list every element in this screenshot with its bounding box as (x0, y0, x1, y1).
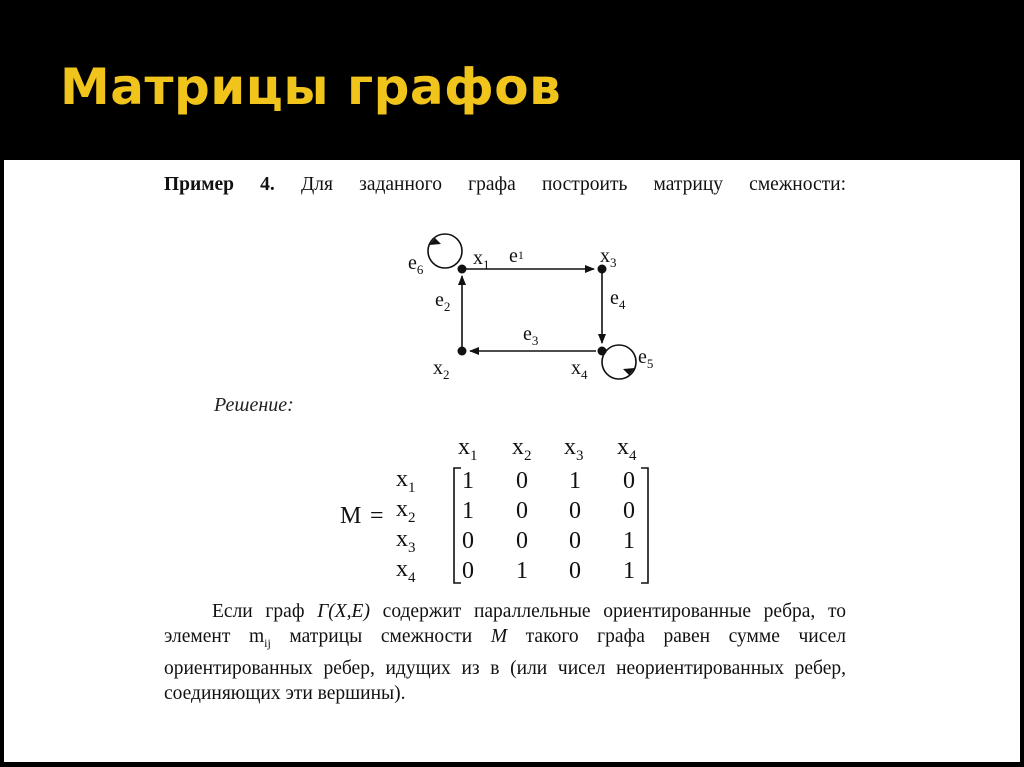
matrix-left-bracket (454, 468, 461, 583)
note-gamma: Г(X,E) (317, 601, 370, 622)
row-header-1: $x_1$ (396, 466, 416, 496)
cell-1-3: 1 (569, 468, 581, 494)
matrix-right-bracket (641, 468, 648, 583)
cell-2-1: 1 (462, 498, 474, 524)
cell-1-2: 0 (516, 468, 528, 494)
cell-2-3: 0 (569, 498, 581, 524)
note-part4: такого графа равен сумме чисел ориентированных ребер, идущих из в (или чисел неориентированных ребер, соединяющих эти вершины). (164, 626, 846, 704)
col-header-4: $x_4$ (617, 434, 637, 464)
note-part2: содержит параллельные ориентированные ребра, то элемент (164, 601, 847, 647)
cell-1-1: 1 (462, 468, 474, 494)
cell-2-2: 0 (516, 498, 528, 524)
note-paragraph (164, 599, 846, 706)
col-header-3: $x_3$ (564, 434, 584, 464)
cell-4-4: 1 (623, 558, 635, 584)
label-e3: $e_3$ (523, 323, 539, 348)
label-e1: e1 (509, 245, 524, 267)
title-bar (0, 0, 1024, 160)
col-header-1: $x_1$ (458, 434, 478, 464)
note-part1: Если граф (212, 601, 305, 622)
label-e6: $e_6$ (408, 252, 424, 277)
cell-4-3: 0 (569, 558, 581, 584)
matrix-equals: = (370, 503, 384, 529)
adjacency-matrix (330, 428, 670, 588)
label-e2: $e_2$ (435, 289, 451, 314)
cell-3-1: 0 (462, 528, 474, 554)
node-x1 (458, 265, 467, 274)
note-M: M (490, 626, 508, 647)
node-x4 (598, 347, 607, 356)
node-x2 (458, 347, 467, 356)
slide-title: Матрицы графов (60, 58, 562, 116)
cell-3-4: 1 (623, 528, 635, 554)
matrix-name: M (340, 503, 362, 529)
example-label: Пример 4. (164, 174, 275, 195)
row-header-3: $x_3$ (396, 526, 416, 556)
label-x1: $x_1$ (473, 247, 490, 272)
cell-2-4: 0 (623, 498, 635, 524)
row-header-2: $x_2$ (396, 496, 416, 526)
label-x3: $x_3$ (600, 245, 617, 270)
example-paragraph (164, 172, 846, 197)
cell-3-3: 0 (569, 528, 581, 554)
note-m-sub: ij (264, 635, 271, 650)
label-e5: $e_5$ (638, 346, 654, 371)
cell-4-2: 1 (516, 558, 528, 584)
col-header-2: $x_2$ (512, 434, 532, 464)
cell-1-4: 0 (623, 468, 635, 494)
graph-diagram (395, 222, 675, 387)
cell-3-2: 0 (516, 528, 528, 554)
edge-e6-loop (428, 234, 462, 268)
example-text: Для заданного графа построить матрицу смежности: (300, 174, 846, 195)
label-e4: $e_4$ (610, 287, 626, 312)
label-x4: $x_4$ (571, 357, 588, 382)
note-part3: матрицы смежности (289, 626, 473, 647)
label-x2: $x_2$ (433, 357, 450, 382)
row-header-4: $x_4$ (396, 556, 416, 586)
note-m: $m_{ij}$ (248, 626, 271, 650)
solution-label: Решение: (214, 394, 294, 416)
edge-e5-loop (602, 345, 636, 379)
cell-4-1: 0 (462, 558, 474, 584)
